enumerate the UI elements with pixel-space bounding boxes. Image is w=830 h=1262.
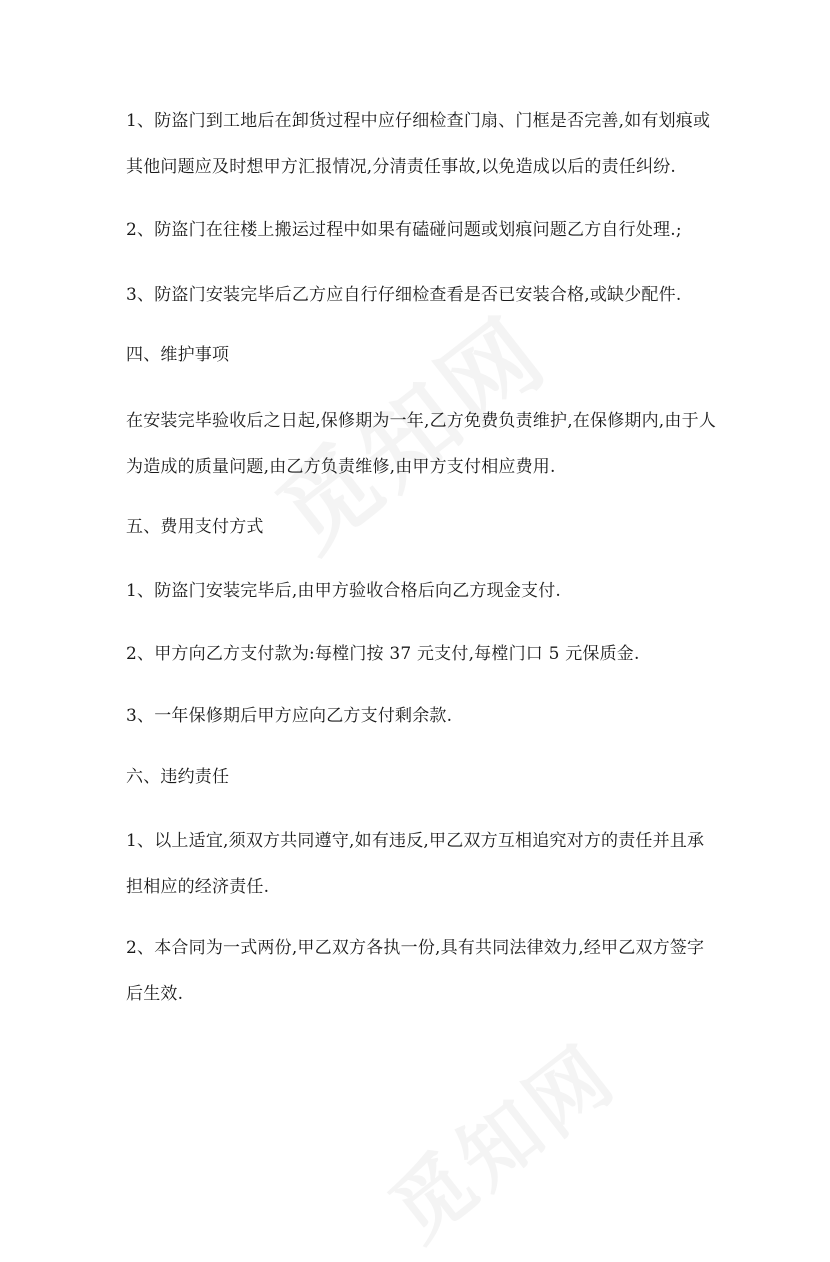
watermark	[362, 1013, 636, 1262]
paragraph-clause-3-2: 2、防盗门在往楼上搬运过程中如果有磕碰问题或划痕问题乙方自行处理.;	[126, 220, 682, 240]
paragraph-payment-1: 1、防盗门安装完毕后,由甲方验收合格后向乙方现金支付.	[126, 581, 562, 601]
paragraph-maintenance: 在安装完毕验收后之日起,保修期为一年,乙方免费负责维护,在保修期内,由于人为造成的质量问题,由乙方负责维修,由甲方支付相应费用.	[126, 411, 717, 477]
paragraph-clause-3-3: 3、防盗门安装完毕后乙方应自行仔细检查看是否已安装合格,或缺少配件.	[126, 285, 682, 305]
section-heading-maintenance: 四、维护事项	[126, 345, 230, 365]
paragraph-clause-3-1: 1、防盗门到工地后在卸货过程中应仔细检查门扇、门框是否完善,如有划痕或其他问题应及时想甲方汇报情况,分清责任事故,以免造成以后的责任纠纷.	[126, 111, 711, 177]
paragraph-payment-2: 2、甲方向乙方支付款为:每樘门按 37 元支付,每樘门口 5 元保质金.	[126, 644, 640, 664]
paragraph-payment-3: 3、一年保修期后甲方应向乙方支付剩余款.	[126, 706, 453, 726]
paragraph-breach-2: 2、本合同为一式两份,甲乙双方各执一份,具有共同法律效力,经甲乙双方签字后生效.	[126, 938, 705, 1004]
paragraph-breach-1: 1、以上适宜,须双方共同遵守,如有违反,甲乙双方互相追究对方的责任并且承担相应的经济责任.	[126, 831, 705, 897]
section-heading-payment: 五、费用支付方式	[126, 517, 264, 537]
section-heading-breach: 六、违约责任	[126, 767, 230, 787]
